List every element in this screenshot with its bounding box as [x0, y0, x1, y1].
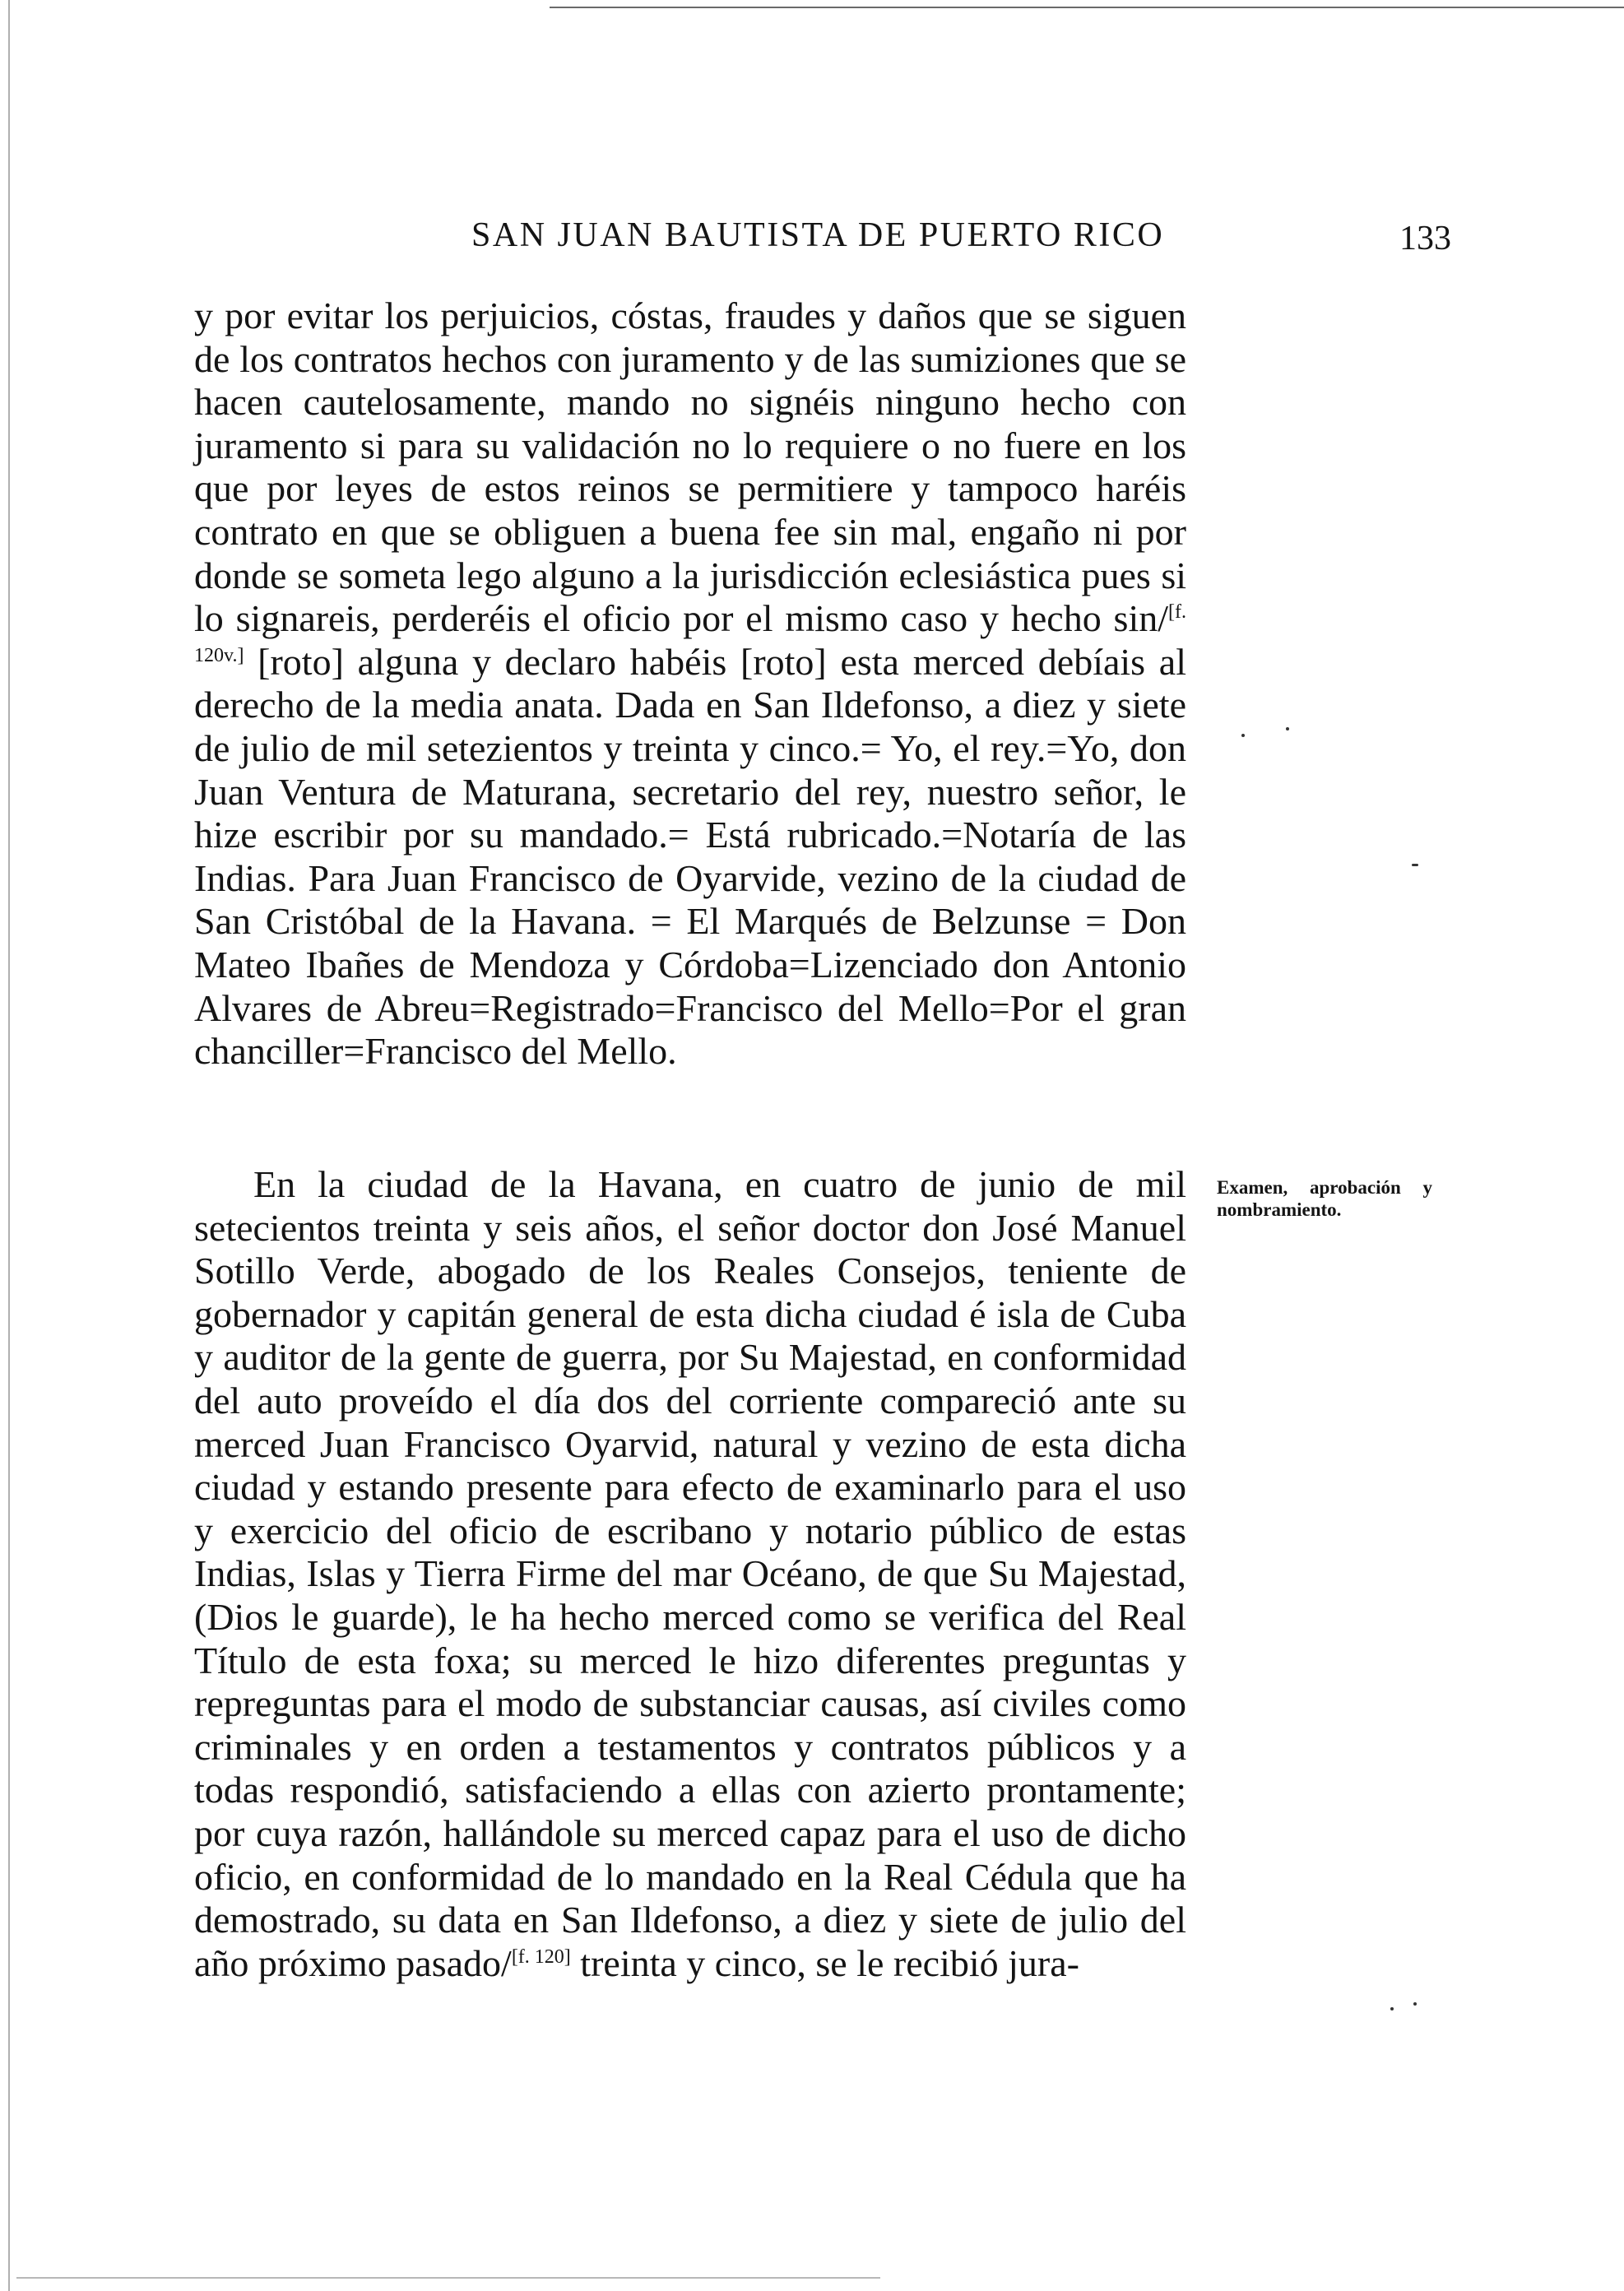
margin-note: Examen, aprobación y nombramiento. [1217, 1177, 1432, 1220]
scan-speck [1241, 734, 1245, 737]
folio-marker-120: [f. 120] [511, 1945, 571, 1968]
running-title: SAN JUAN BAUTISTA DE PUERTO RICO [471, 216, 1165, 254]
paragraph-1-text-a: y por evitar los perjuicios, cóstas, fraudes y daños que se siguen de los contratos hechos con juramento y de las sumiziones que se hacen cautelosamente, mando no signéis ninguno hecho con juramento si para su validación no lo requiere o no fuere en los que por leyes de estos reinos se permitiere y tampoco haréis contrato en que se obliguen a buena fee sin mal, engaño ni por donde se someta lego alguno a la jurisdicción eclesiástica pues si lo signareis, perderéis el oficio por el mismo caso y hecho sin/ [194, 294, 1186, 640]
body-paragraph-1 [194, 294, 1186, 1074]
left-edge-rule [8, 0, 10, 2291]
paragraph-1-text-b: [roto] alguna y declaro habéis [roto] esta merced debíais al derecho de la media anata. Dada en San Ildefonso, a diez y siete de julio de mil setezientos y treinta y cinco.= Yo, el rey.=Yo, don Juan Ventura de Maturana, secretario del rey, nuestro señor, le hize escribir por su mandado.= Está rubricado.=Notaría de las Indias. Para Juan Francisco de Oyarvide, vezino de la ciudad de San Cristóbal de la Havana. = El Marqués de Belzunse = Don Mateo Ibañes de Mendoza y Córdoba=Lizenciado don Antonio Alvares de Abreu=Registrado=Francisco del Mello=Por el gran chanciller=Francisco del Mello. [194, 640, 1186, 1073]
folio-marker-120v: [f. 120v.] [194, 601, 1186, 666]
body-paragraph-2 [194, 1163, 1186, 1985]
bottom-rule [16, 2277, 880, 2279]
scan-speck [1286, 727, 1289, 730]
scan-speck [1413, 2002, 1417, 2006]
paragraph-2-text-a: En la ciudad de la Havana, en cuatro de junio de mil setecientos treinta y seis años, el señor doctor don José Manuel Sotillo Verde, abogado de los Reales Consejos, teniente de gobernador y capitán general de esta dicha ciudad é isla de Cuba y auditor de la gente de guerra, por Su Majestad, en conformidad del auto proveído el día dos del corriente compareció ante su merced Juan Francisco Oyarvid, natural y vezino de esta dicha ciudad y estando presente para efecto de examinarlo para el uso y exercicio del oficio de escribano y notario público de estas Indias, Islas y Tierra Firme del mar Océano, de que Su Majestad, (Dios le guarde), le ha hecho merced como se verifica del Real Título de esta foxa; su merced le hizo diferentes preguntas y repreguntas para el modo de substanciar causas, así civiles como criminales y en orden a testamentos y contratos públicos y a todas respondió, satisfaciendo a ellas con azierto prontamente; por cuya razón, hallándole su merced capaz para el uso de dicho oficio, en conformidad de lo mandado en la Real Cédula que ha demostrado, su data en San Ildefonso, a diez y siete de julio del año próximo pasado/ [194, 1163, 1186, 1984]
scan-speck [1390, 2007, 1394, 2010]
scan-speck [1412, 864, 1418, 866]
top-rule [550, 7, 1624, 8]
paragraph-2-text-b: treinta y cinco, se le recibió jura- [570, 1941, 1079, 1984]
page-number: 133 [1399, 220, 1451, 257]
